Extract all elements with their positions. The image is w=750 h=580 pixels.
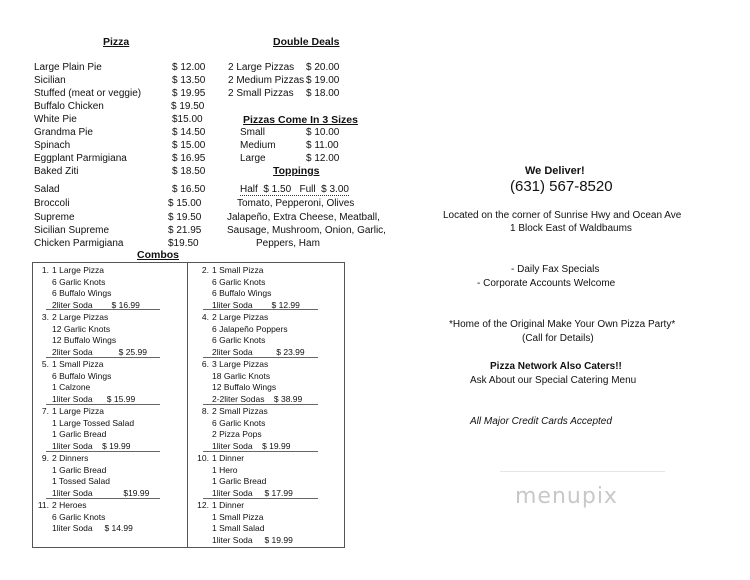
combo-line: 6 Garlic Knots xyxy=(212,276,266,287)
toppings-price-text: Half $ 1.50 Full $ 3.00 xyxy=(240,184,349,195)
combo-line: 6 Garlic Knots xyxy=(212,335,266,346)
combo-line: 2 Large Pizzas xyxy=(212,312,269,322)
combo-price-line: 1liter Soda $ 19.99 xyxy=(212,440,291,451)
we-deliver: We Deliver! xyxy=(525,165,585,177)
combo-line: 1 Small Pizza xyxy=(212,265,264,275)
toppings-heading: Toppings xyxy=(273,165,320,177)
combo-price-line: 2-2liter Sodas $ 38.99 xyxy=(212,393,303,404)
combo-line: 12 Buffalo Wings xyxy=(52,335,117,346)
combo-item xyxy=(33,453,183,499)
location-line2: 1 Block East of Waldbaums xyxy=(510,223,632,234)
pizza-item-price: $ 19.50 xyxy=(171,101,205,112)
combo-lines xyxy=(212,312,305,358)
phone-number[interactable]: (631) 567-8520 xyxy=(510,178,613,195)
combo-line: 1 Garlic Bread xyxy=(52,429,107,440)
pizza-item-name: Sicilian Supreme xyxy=(34,225,110,236)
combo-line: 2 Small Pizzas xyxy=(212,406,268,416)
toppings-line: Peppers, Ham xyxy=(256,238,320,249)
pizza-item-name: Large Plain Pie xyxy=(34,62,102,73)
combo-item xyxy=(193,406,343,452)
combo-lines xyxy=(52,406,134,452)
double-deal-name: 2 Medium Pizzas xyxy=(228,75,305,86)
combo-line: 2 Heroes xyxy=(52,500,87,510)
watermark: menupix xyxy=(515,484,618,509)
toppings-line: Jalapeño, Extra Cheese, Meatball, xyxy=(227,212,380,223)
pizza-item-price: $ 19.50 xyxy=(168,212,202,223)
pizza-item-price: $ 12.00 xyxy=(172,62,206,73)
combo-lines xyxy=(212,406,290,452)
combo-line: 6 Buffalo Wings xyxy=(52,288,112,299)
combo-line: 2 Pizza Pops xyxy=(212,429,262,440)
pizza-item-name: Stuffed (meat or veggie) xyxy=(34,88,142,99)
combo-line: 1 Garlic Bread xyxy=(52,464,107,475)
combo-line: 1 Dinner xyxy=(212,500,245,510)
pizza-item-price: $ 18.50 xyxy=(172,166,206,177)
pizza-item-name: Chicken Parmigiana xyxy=(34,238,124,249)
combo-number: 3. xyxy=(41,312,49,322)
combos-heading: Combos xyxy=(137,249,179,261)
pizza-item-name: Buffalo Chicken xyxy=(34,101,104,112)
combo-item xyxy=(193,453,343,499)
combo-lines xyxy=(52,500,133,535)
size-price: $ 12.00 xyxy=(306,153,340,164)
pizza-item-price: $19.50 xyxy=(168,238,199,249)
size-name: Small xyxy=(240,127,266,138)
combo-lines xyxy=(52,359,135,405)
combo-price-line: 1liter Soda $ 19.99 xyxy=(212,534,293,545)
combo-number: 4. xyxy=(201,312,209,322)
double-deal-name: 2 Large Pizzas xyxy=(228,62,295,73)
toppings-price xyxy=(240,183,349,196)
pizza-item-name: Spinach xyxy=(34,140,71,151)
combo-line: 1 Garlic Bread xyxy=(212,476,267,487)
catering-menu-line: Ask About our Special Catering Menu xyxy=(470,375,637,386)
combo-line: 1 Small Pizza xyxy=(212,511,264,522)
double-deal-price: $ 18.00 xyxy=(306,88,340,99)
combo-number: 7. xyxy=(41,406,49,416)
caters-line: Pizza Network Also Caters!! xyxy=(490,361,622,372)
pizza-heading: Pizza xyxy=(103,36,130,48)
combo-item xyxy=(33,359,183,405)
combo-line: 12 Buffalo Wings xyxy=(212,382,277,393)
size-name: Medium xyxy=(240,140,276,151)
sizes-heading: Pizzas Come In 3 Sizes xyxy=(243,114,358,126)
double-deal-price: $ 19.00 xyxy=(306,75,340,86)
watermark-rule xyxy=(500,471,665,472)
pizza-item-name: Supreme xyxy=(34,212,75,223)
pizza-item-name: Broccoli xyxy=(34,198,70,209)
combo-item xyxy=(193,500,343,546)
pizza-item-price: $ 19.95 xyxy=(172,88,206,99)
size-price: $ 10.00 xyxy=(306,127,340,138)
pizza-item-price: $ 14.50 xyxy=(172,127,206,138)
combo-line: 6 Garlic Knots xyxy=(52,276,106,287)
combo-price-line: 2liter Soda $ 25.99 xyxy=(52,346,147,357)
combo-number: 10. xyxy=(197,453,209,463)
combo-price-line: 1liter Soda $ 15.99 xyxy=(52,393,136,404)
pizza-item-name: Sicilian xyxy=(34,75,66,86)
combo-line: 1 Dinner xyxy=(212,453,245,463)
combo-line: 18 Garlic Knots xyxy=(212,370,271,381)
combo-line: 1 Small Pizza xyxy=(52,359,104,369)
combo-number: 5. xyxy=(41,359,49,369)
combo-line: 1 Small Salad xyxy=(212,523,265,534)
pizza-item-name: Baked Ziti xyxy=(34,166,79,177)
combo-price-line: 2liter Soda $ 16.99 xyxy=(52,299,140,310)
combo-line: 1 Hero xyxy=(212,464,238,475)
toppings-line: Tomato, Pepperoni, Olives xyxy=(237,198,355,209)
daily-fax-specials: - Daily Fax Specials xyxy=(511,264,600,275)
combo-lines xyxy=(212,453,293,499)
combo-lines xyxy=(52,312,147,358)
pizza-party-line: *Home of the Original Make Your Own Pizza Party* xyxy=(449,319,676,330)
pizza-item-price: $ 21.95 xyxy=(168,225,202,236)
combo-item xyxy=(33,265,183,311)
pizza-item-name: White Pie xyxy=(34,114,77,125)
combo-line: 6 Jalapeño Poppers xyxy=(212,323,288,334)
combo-line: 2 Dinners xyxy=(52,453,89,463)
pizza-item-name: Eggplant Parmigiana xyxy=(34,153,127,164)
combo-line: 6 Buffalo Wings xyxy=(212,288,272,299)
call-for-details: (Call for Details) xyxy=(522,333,594,344)
combo-lines xyxy=(212,359,302,405)
size-name: Large xyxy=(240,153,266,164)
pizza-item-price: $ 16.95 xyxy=(172,153,206,164)
combo-line: 1 Calzone xyxy=(52,382,91,393)
combo-number: 6. xyxy=(201,359,209,369)
pizza-item-price: $ 15.00 xyxy=(168,198,202,209)
combo-line: 1 Large Pizza xyxy=(52,265,104,275)
combo-number: 9. xyxy=(41,453,49,463)
combo-line: 1 Large Tossed Salad xyxy=(52,417,135,428)
combo-line: 3 Large Pizzas xyxy=(212,359,269,369)
combo-lines xyxy=(212,265,300,311)
pizza-item-name: Grandma Pie xyxy=(34,127,93,138)
pizza-item-price: $15.00 xyxy=(172,114,203,125)
combo-item xyxy=(33,500,183,546)
double-deal-name: 2 Small Pizzas xyxy=(228,88,294,99)
pizza-item-price: $ 13.50 xyxy=(172,75,206,86)
combo-price-line: 1liter Soda $ 14.99 xyxy=(52,523,133,534)
combo-number: 11. xyxy=(37,500,49,510)
double-deal-price: $ 20.00 xyxy=(306,62,340,73)
combo-price-line: 2liter Soda $ 23.99 xyxy=(212,346,305,357)
combo-line: 1 Tossed Salad xyxy=(52,476,110,487)
combo-item xyxy=(193,359,343,405)
combo-line: 6 Buffalo Wings xyxy=(52,370,112,381)
combo-number: 12. xyxy=(197,500,209,510)
combo-item xyxy=(193,312,343,358)
combo-item xyxy=(33,312,183,358)
pizza-item-price: $ 15.00 xyxy=(172,140,206,151)
combo-line: 2 Large Pizzas xyxy=(52,312,109,322)
combo-line: 12 Garlic Knots xyxy=(52,323,111,334)
combo-price-line: 1liter Soda $ 17.99 xyxy=(212,487,293,498)
combo-item xyxy=(193,265,343,311)
location-line1: Located on the corner of Sunrise Hwy and Ocean Ave xyxy=(443,210,682,221)
corporate-accounts: - Corporate Accounts Welcome xyxy=(477,278,616,289)
combo-price-line: 1liter Soda $ 19.99 xyxy=(52,440,131,451)
combo-price-line: 1liter Soda $ 12.99 xyxy=(212,299,300,310)
combo-lines xyxy=(52,265,140,311)
pizza-item-name: Salad xyxy=(34,184,60,195)
toppings-line: Sausage, Mushroom, Onion, Garlic, xyxy=(227,225,386,236)
combo-lines xyxy=(212,500,293,546)
combo-line: 6 Garlic Knots xyxy=(52,511,106,522)
size-price: $ 11.00 xyxy=(306,140,339,151)
combo-price-line: 1liter Soda $19.99 xyxy=(52,487,150,498)
credit-cards-line: All Major Credit Cards Accepted xyxy=(470,416,612,427)
combo-line: 6 Garlic Knots xyxy=(212,417,266,428)
combos-divider xyxy=(187,262,188,548)
pizza-item-price: $ 16.50 xyxy=(172,184,206,195)
combo-item xyxy=(33,406,183,452)
combo-number: 2. xyxy=(201,265,209,275)
double-deals-heading: Double Deals xyxy=(273,36,340,48)
combo-lines xyxy=(52,453,149,499)
combo-number: 1. xyxy=(41,265,49,275)
combo-number: 8. xyxy=(201,406,209,416)
combo-line: 1 Large Pizza xyxy=(52,406,104,416)
